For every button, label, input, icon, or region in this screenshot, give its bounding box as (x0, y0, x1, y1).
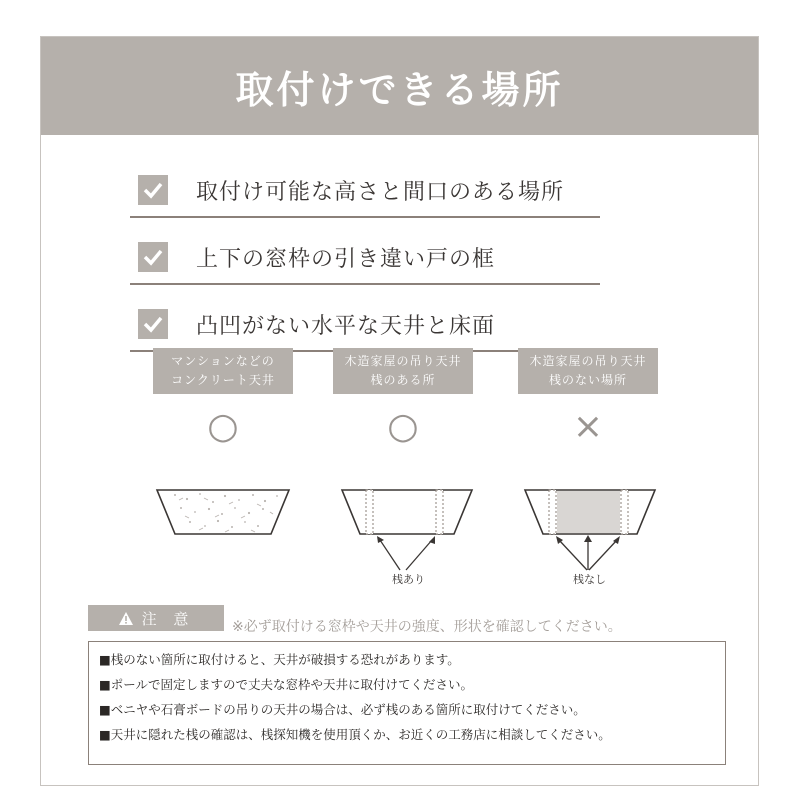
checkbox-icon (138, 242, 168, 272)
joist-ceiling-diagram (340, 448, 476, 588)
ok-mark-icon: ○ (207, 406, 239, 447)
ceiling-tag-no-joist (518, 348, 658, 394)
tag-line: マンションなどの (171, 354, 275, 368)
checklist-item (130, 231, 600, 285)
ceiling-tag-with-joist (333, 348, 473, 394)
warning-box (88, 641, 726, 765)
checkbox-icon (138, 309, 168, 339)
caution-note: ※必ず取付ける窓枠や天井の強度、形状を確認してください。 (232, 619, 622, 635)
page-title: 取付けできる場所 (235, 67, 564, 112)
no-joist-label: 桟なし (573, 573, 606, 586)
ok-mark-icon: ○ (387, 406, 419, 447)
tag-line: 木造家屋の吊り天井 (344, 354, 462, 368)
warning-item: ■桟のない箇所に取付けると、天井が破損する恐れがあります。 (99, 652, 460, 667)
caution-badge (88, 605, 224, 631)
warning-item: ■ポールで固定しますので丈夫な窓枠や天井に取付けてください。 (99, 677, 474, 692)
checklist-label: 上下の窓枠の引き違い戸の框 (196, 246, 496, 272)
checklist-item (130, 298, 600, 352)
joist-label: 桟あり (392, 573, 425, 586)
concrete-ceiling-diagram (155, 448, 293, 538)
tag-line: 桟のある所 (370, 373, 436, 387)
header-banner (41, 37, 758, 135)
tag-line: 桟のない場所 (548, 373, 627, 387)
tag-line: 木造家屋の吊り天井 (529, 354, 647, 368)
warning-icon (118, 611, 134, 626)
warning-item: ■天井に隠れた桟の確認は、桟探知機を使用頂くか、お近くの工務店に相談してください。 (99, 727, 611, 742)
checklist-label: 凸凹がない水平な天井と床面 (196, 313, 496, 339)
no-joist-ceiling-diagram (523, 448, 659, 588)
ceiling-tag-concrete (153, 348, 293, 394)
caution-label: 注 意 (141, 609, 195, 628)
checkbox-icon (138, 175, 168, 205)
checklist-item (130, 164, 600, 218)
warning-item: ■ベニヤや石膏ボードの吊りの天井の場合は、必ず桟のある箇所に取付けてください。 (99, 702, 586, 717)
ng-mark-icon: × (572, 406, 604, 447)
tag-line: コンクリート天井 (171, 373, 275, 387)
checklist-label: 取付け可能な高さと間口のある場所 (196, 179, 565, 205)
